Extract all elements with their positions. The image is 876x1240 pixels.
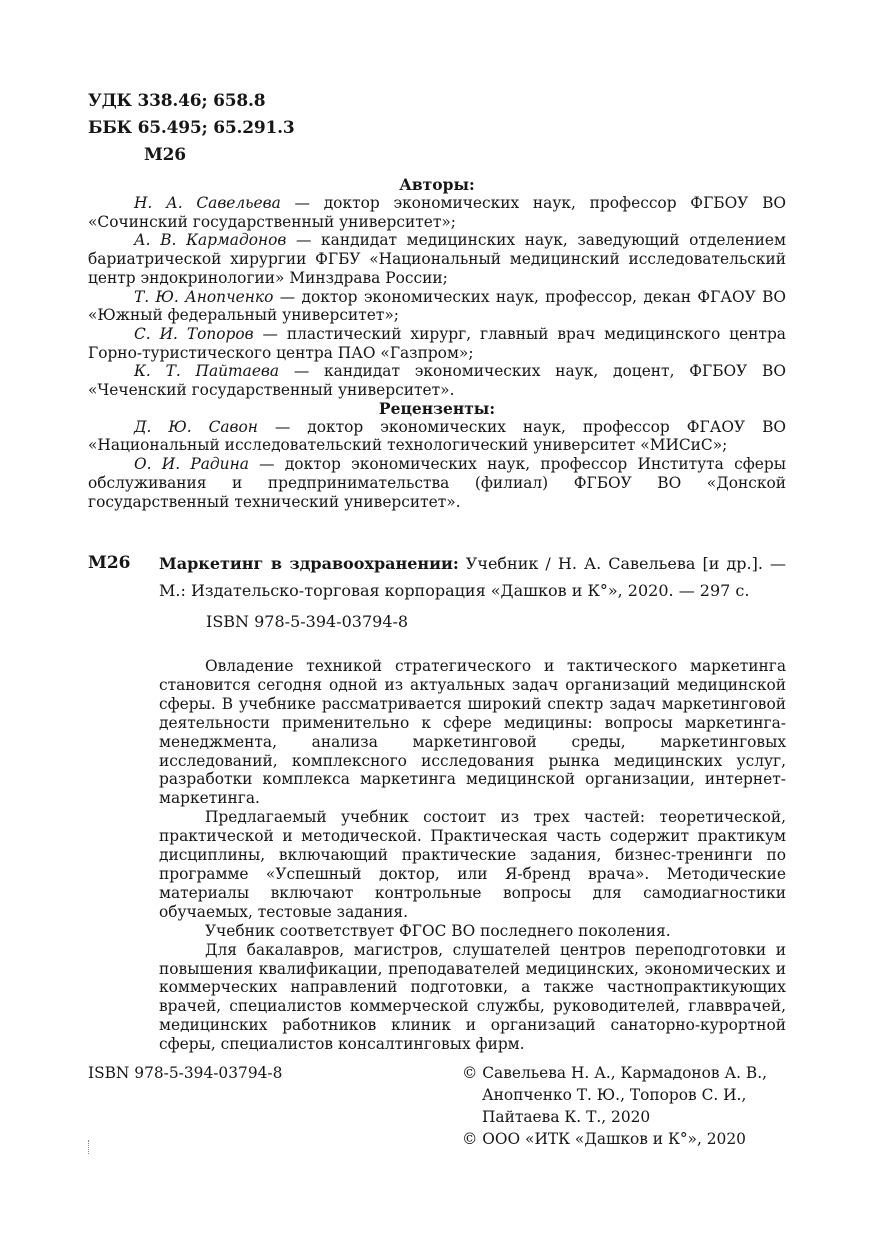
reviewer-entry: О. И. Радина — доктор экономических наук, профессор Института сферы обслуживания и предпринимательства (филиал) ФГБОУ ВО «Донской государственный технический университет».: [88, 455, 786, 511]
author-entry: Т. Ю. Анопченко — доктор экономических наук, профессор, декан ФГАОУ ВО «Южный федеральный университет»;: [88, 287, 786, 325]
udk-code: УДК 338.46; 658.8: [88, 91, 266, 111]
book-title: Маркетинг в здравоохранении:: [159, 554, 459, 573]
author-mark: М26: [144, 145, 186, 165]
bib-description: Маркетинг в здравоохранении: Учебник / Н. А. Савельева [и др.]. — М.: Издательско-торговая корпорация «Дашков и К°», 2020. — 297 с.: [159, 554, 786, 600]
abstract-paragraph: Овладение техникой стратегического и тактического маркетинга становится сегодня одной из актуальных задач организаций медицинской сферы. В учебнике рассматривается широкий спектр задач маркетинговой деятельности применительно к сфере медицины: вопросы маркетинга-менеджмента, анализа маркетинговой среды, маркетинговых исследований, комплексного исследования рынка медицинских услуг, разработки комплекса маркетинга медицинской организации, интернет-маркетинга.: [159, 657, 786, 808]
footer-isbn: ISBN 978-5-394-03794-8: [88, 1064, 283, 1082]
bib-author-mark: М26: [88, 553, 131, 573]
bibliographic-entry: [88, 550, 786, 635]
copyright-authors: © Савельева Н. А., Кармадонов А. В., Анопченко Т. Ю., Топоров С. И., Пайтаева К. Т., 2020: [462, 1064, 767, 1126]
author-entry: К. Т. Пайтаева — кандидат экономических наук, доцент, ФГБОУ ВО «Чеченский государственный университет».: [88, 362, 786, 400]
classification-codes: [88, 88, 295, 169]
bib-isbn: ISBN 978-5-394-03794-8: [206, 612, 409, 631]
footer-copyright: [462, 1062, 792, 1150]
page-mark: [88, 1140, 92, 1154]
abstract-paragraph: Для бакалавров, магистров, слушателей центров переподготовки и повышения квалификации, преподавателей медицинских, экономических и коммерческих направлений подготовки, а также частнопрактикующих врачей, специалистов коммерческой службы, руководителей, главврачей, медицинских работников клиник и организаций санаторно-курортной сферы, специалистов консалтинговых фирм.: [159, 940, 786, 1054]
reviewer-entry: Д. Ю. Савон — доктор экономических наук, профессор ФГАОУ ВО «Национальный исследовательский технологический университет «МИСиС»;: [88, 417, 786, 455]
abstract: [159, 657, 786, 1054]
abstract-paragraph: Учебник соответствует ФГОС ВО последнего поколения.: [205, 921, 671, 940]
bbk-code: ББК 65.495; 65.291.3: [88, 118, 295, 138]
reviewers-heading: Рецензенты:: [378, 398, 496, 418]
author-entry: С. И. Топоров — пластический хирург, главный врач медицинского центра Горно-туристического центра ПАО «Газпром»;: [88, 324, 786, 362]
authors-heading: Авторы:: [399, 175, 475, 194]
author-entry: А. В. Кармадонов — кандидат медицинских наук, заведующий отделением бариатрической хирургии ФГБУ «Национальный медицинский исследовательский центр эндокринологии» Минздрава России;: [88, 231, 787, 287]
abstract-paragraph: Предлагаемый учебник состоит из трех частей: теоретической, практической и методической. Практическая часть содержит практикум дисциплины, включающий практические задания, бизнес-тренинги по программе «Успешный доктор, или Я-бренд врача». Методические материалы включают контрольные вопросы для самодиагностики обучаемых, тестовые задания.: [159, 808, 786, 921]
credits-block: [88, 176, 786, 511]
author-entry: Н. А. Савельева — доктор экономических наук, профессор ФГБОУ ВО «Сочинский государственный университет»;: [88, 194, 786, 231]
copyright-publisher: © ООО «ИТК «Дашков и К°», 2020: [462, 1130, 746, 1148]
